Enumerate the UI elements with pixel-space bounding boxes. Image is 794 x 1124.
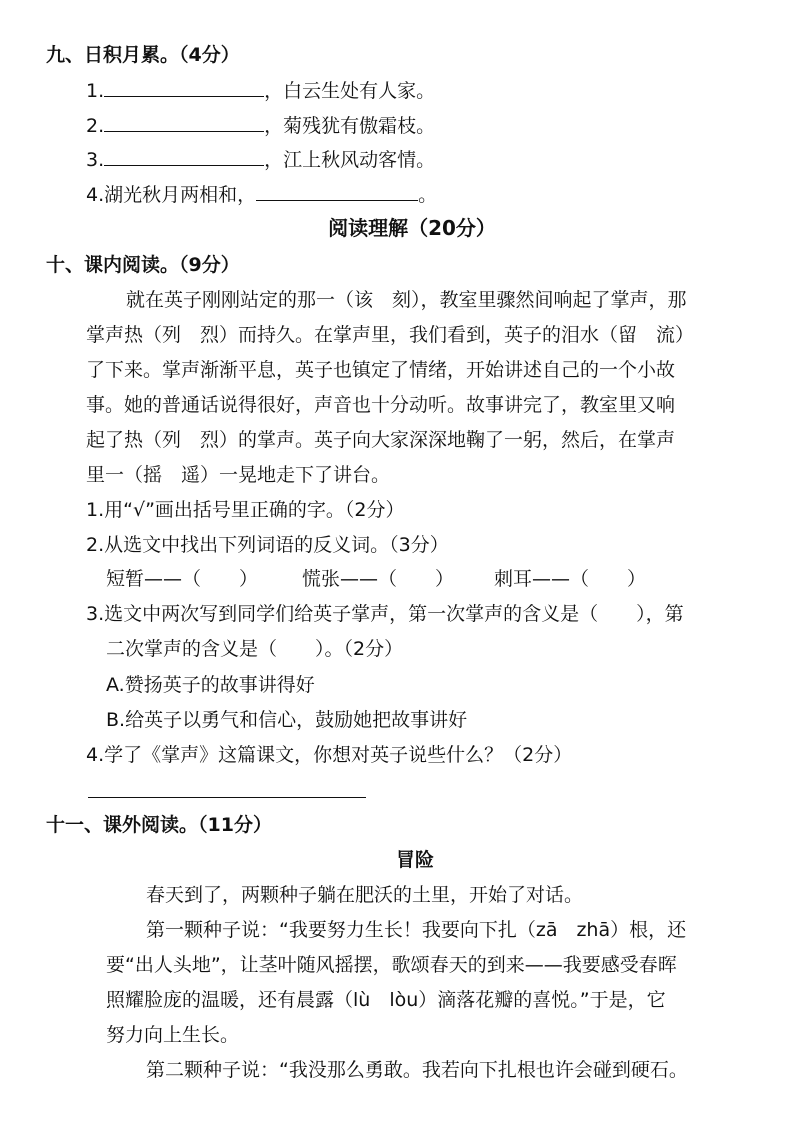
passage-line: 起了热（列 烈）的掌声。英子向大家深深地鞠了一躬，然后，在掌声 [86, 429, 676, 451]
question-1: 1.用“√”画出括号里正确的字。（2分） [86, 499, 405, 521]
passage-line: 掌声热（列 烈）而持久。在掌声里，我们看到，英子的泪水（留 流） [86, 324, 695, 346]
poem-item-1 [86, 78, 435, 104]
option-a: A.赞扬英子的故事讲得好 [106, 674, 315, 696]
story-line: 努力向上生长。 [106, 1024, 240, 1046]
passage-line: 就在英子刚刚站定的那一（该 刻），教室里骤然间响起了掌声，那 [126, 289, 687, 311]
item-text: ，菊残犹有傲霜枝。 [264, 115, 436, 137]
item-number: 3. [86, 149, 105, 171]
answer-blank[interactable] [104, 147, 264, 166]
item-number: 2. [86, 115, 105, 137]
passage-line: 了下来。掌声渐渐平息，英子也镇定了情绪，开始讲述自己的一个小故 [86, 359, 676, 381]
answer-line[interactable] [88, 797, 366, 798]
question-2: 2.从选文中找出下列词语的反义词。（3分） [86, 534, 449, 556]
answer-blank[interactable] [104, 78, 264, 97]
story-line: 照耀脸庞的温暖，还有晨露（lù lòu）滴落花瓣的喜悦。”于是，它 [106, 989, 666, 1011]
story-line: 春天到了，两颗种子躺在肥沃的土里，开始了对话。 [146, 884, 584, 906]
question-3: 3.选文中两次写到同学们给英子掌声，第一次掌声的含义是（ ），第 [86, 603, 684, 625]
passage-line: 里一（摇 遥）一晃地走下了讲台。 [86, 464, 391, 486]
option-b: B.给英子以勇气和信心，鼓励她把故事讲好 [106, 709, 468, 731]
antonym-short[interactable]: 短暂——（ ） [106, 568, 259, 590]
story-title: 冒险 [396, 849, 435, 871]
item-number: 1. [86, 80, 105, 102]
item-text: ，江上秋风动客情。 [264, 149, 436, 171]
question-3-cont: 二次掌声的含义是（ ）。（2分） [106, 638, 404, 660]
item-prefix: 4.湖光秋月两相和， [86, 184, 257, 206]
story-line: 第一颗种子说：“我要努力生长！我要向下扎（zā zhā）根，还 [146, 919, 687, 941]
story-line: 要“出人头地”，让茎叶随风摇摆，歌颂春天的到来——我要感受春晖 [106, 954, 677, 976]
section9-heading: 九、日积月累。（4分） [46, 44, 240, 66]
item-text: 。 [418, 184, 438, 206]
question-4: 4.学了《掌声》这篇课文，你想对英子说些什么？（2分） [86, 744, 573, 766]
section10-heading: 十、课内阅读。（9分） [46, 254, 240, 276]
poem-item-2 [86, 113, 435, 139]
poem-item-4 [86, 182, 437, 208]
passage-line: 事。她的普通话说得很好，声音也十分动听。故事讲完了，教室里又响 [86, 394, 676, 416]
poem-item-3 [86, 147, 435, 173]
answer-blank[interactable] [104, 113, 264, 132]
answer-blank[interactable] [256, 182, 418, 201]
reading-section-title: 阅读理解（20分） [328, 216, 496, 240]
antonym-harsh[interactable]: 刺耳——（ ） [494, 568, 647, 590]
section11-heading: 十一、课外阅读。（11分） [46, 814, 272, 836]
story-line: 第二颗种子说：“我没那么勇敢。我若向下扎根也许会碰到硬石。 [146, 1059, 688, 1081]
item-text: ，白云生处有人家。 [264, 80, 436, 102]
antonym-flustered[interactable]: 慌张——（ ） [302, 568, 455, 590]
